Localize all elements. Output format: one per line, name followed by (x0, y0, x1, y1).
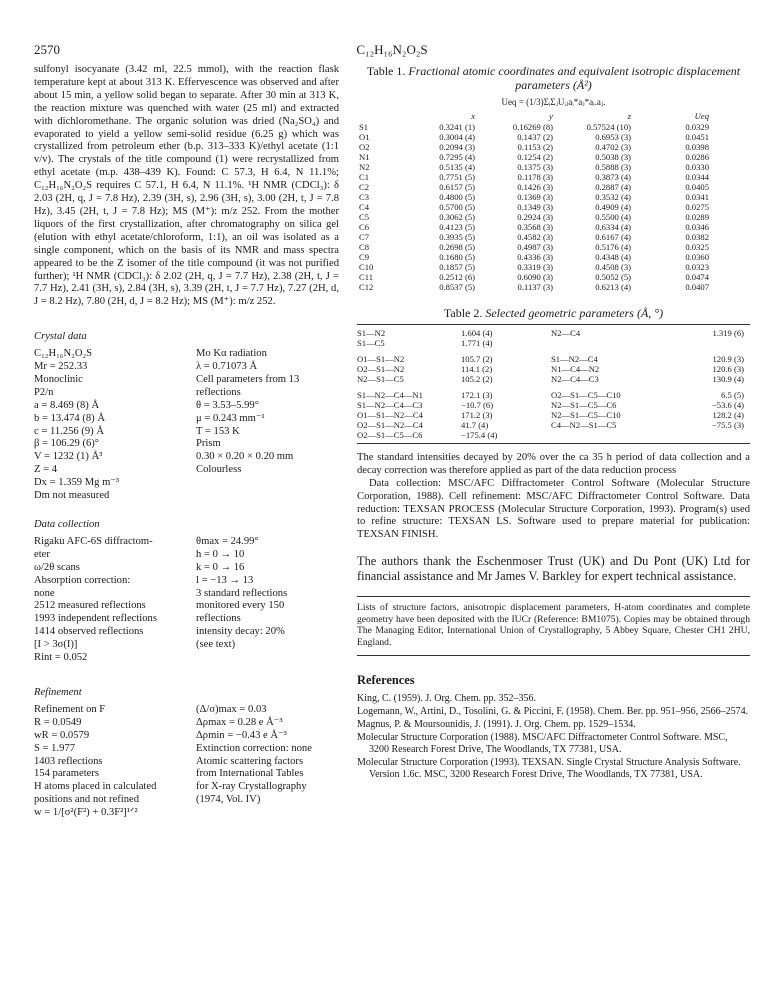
refinement-table (34, 704, 339, 820)
param-left: Mr = 252.33 (34, 361, 88, 373)
table-row (359, 282, 715, 292)
bond-label: N2—S1—C5—C6 (551, 399, 617, 410)
param-left: R = 0.0549 (34, 716, 82, 728)
bond-value: 1.319 (6) (712, 327, 744, 338)
coord-value: 0.1369 (3) (517, 191, 553, 202)
right-column (357, 64, 750, 782)
param-left: C₁₂H₁₆N₂O₂S (34, 348, 93, 360)
atom-label: C7 (359, 231, 370, 242)
param-right: reflections (196, 613, 241, 625)
table-row (357, 430, 750, 440)
param-right: Colourless (196, 464, 242, 476)
atom-label: S1 (359, 121, 369, 132)
references-heading: References (357, 672, 415, 687)
bond-label: N2—C4—C3 (551, 373, 599, 384)
coord-value: 0.4800 (5) (439, 191, 475, 202)
coord-value: 0.1680 (5) (439, 251, 475, 262)
param-right: monitored every 150 (196, 600, 285, 612)
geometry-table (357, 328, 750, 440)
bond-label: S1—C5 (357, 337, 385, 348)
reference-item: Molecular Structure Corporation (1993). TEXSAN. Single Crystal Structure Analysis Software. Version 1.6c. MSC, 3200 Research Forest Drive, The Woodlands, TX 77381, USA. (357, 756, 741, 780)
param-right: Prism (196, 438, 221, 450)
coord-value: 0.16269 (8) (512, 121, 553, 132)
param-left: 2512 measured reflections (34, 600, 146, 612)
column-header: x (471, 110, 475, 121)
bond-value: 120.9 (3) (712, 353, 744, 364)
data-collection-table (34, 536, 339, 665)
atom-label: C4 (359, 201, 370, 212)
param-left: ω/2θ scans (34, 561, 80, 573)
atom-label: C1 (359, 171, 370, 182)
coord-value: 0.0398 (685, 141, 709, 152)
bond-value: 105.7 (2) (461, 353, 493, 364)
bond-label: S1—N2—C4—C3 (357, 399, 423, 410)
param-left: Z = 4 (34, 464, 58, 476)
reference-item: Logemann, W., Artini, D., Tosolini, G. & Piccini, F. (1958). Chem. Ber. pp. 951–956, 2566–2574. (357, 705, 749, 717)
left-column (34, 64, 339, 820)
coord-value: 0.5135 (4) (439, 161, 475, 172)
table-row (359, 132, 715, 142)
bond-label: N1—C4—N2 (551, 363, 600, 374)
table-row (357, 420, 750, 430)
crystal-data-heading: Crystal data (34, 331, 87, 343)
coord-value: 0.57524 (10) (586, 121, 631, 132)
param-left: Absorption correction: (34, 574, 131, 586)
coord-value: 0.4123 (5) (439, 221, 475, 232)
coord-value: 0.0344 (685, 171, 709, 182)
param-left: 154 parameters (34, 768, 100, 780)
reference-item: Molecular Structure Corporation (1988). MSC/AFC Diffractometer Control Software. MSC, 3200 Research Forest Drive, The Woodlands, TX 77381, USA. (357, 731, 728, 755)
reference-item: Magnus, P. & Moursounidis, J. (1991). J. Org. Chem. pp. 1529–1534. (357, 718, 636, 730)
bond-label: N2—S1—C5 (357, 373, 404, 384)
param-left: 1414 observed reflections (34, 626, 144, 638)
experimental-paragraph: sulfonyl isocyanate (3.42 ml, 22.5 mmol), with the reaction flask temperature kept at about 313 K. Effervescence was observed and after about 15 min, a yellow solid began to separate. After 30 min at 313 K, the reaction mixture was quenched with water (25 ml) and extracted with dichloromethane. The organic solution was dried (Na₂SO₄) and evaporated to yield a yellow semi-solid residue (6.25 g) which was crystallized from petroleum ether (b.p. 313–333 K)/ethyl acetate (1:1 v/v). The crystals of the title compound (1) were recrystallized from ethyl acetate (m.p. 438–439 K). Found: C 57.3, H 6.4, N 11.1%; C₁₂H₁₆N₂O₂S requires C 57.1, H 6.4, N 11.1%. ¹H NMR (CDCl₃): δ 2.03 (2H, q, J = 7.8 Hz), 2.39 (3H, s), 2.96 (3H, s), 3.00 (2H, t, J = 7.8 Hz), 3.45 (2H, t, J = 7.8 Hz); MS (M⁺): m/z 252. From the mother liquors of the first crystallization, after chromatography on silica gel (elution with ethyl acetate/chloroform, 1:1), an oil was isolated as a single component, which on the basis of its NMR and mass spectra appeared to be the Z isomer of the title compound (it was not purified further); ¹H NMR (CDCl₃): δ 2.02 (2H, q, J = 7.7 Hz), 2.38 (2H, t, J = 7.7 Hz), 2.41 (3H, s), 2.84 (3H, s), 3.39 (2H, t, J = 7.7 Hz), 7.27 (2H, d, J = 8.2 Hz), 7.80 (2H, d, J = 8.2 Hz); MS (M⁺): m/z 252. (34, 64, 339, 308)
table-row (359, 262, 715, 272)
coord-value: 0.0360 (685, 251, 709, 262)
bond-value: 130.9 (4) (712, 373, 744, 384)
table-row (357, 348, 750, 364)
param-right: l = −13 → 13 (196, 574, 254, 586)
coord-value: 0.1426 (3) (517, 181, 553, 192)
param-right: θmax = 24.99° (196, 535, 259, 547)
coord-value: 0.5888 (3) (595, 161, 631, 172)
coord-value: 0.3004 (4) (439, 131, 475, 142)
param-left: [I > 3σ(I)] (34, 639, 78, 651)
table-row (357, 328, 750, 338)
coord-value: 0.1857 (5) (439, 261, 475, 272)
param-right: T = 153 K (196, 425, 240, 437)
param-right: from International Tables (196, 768, 304, 780)
intensity-paragraph: The standard intensities decayed by 20% over the ca 35 h period of data collection and a decay correction was therefore applied as part of the data reduction process (357, 451, 750, 476)
coord-value: 0.1437 (2) (517, 131, 553, 142)
page-number: 2570 (34, 42, 60, 57)
coord-value: 0.0323 (685, 261, 709, 272)
bond-label: S1—N2 (357, 327, 386, 338)
table1-caption: Table 1. Fractional atomic coordinates and equivalent isotropic displacement parameters (Å²) (366, 64, 741, 92)
param-right: Cell parameters from 13 (196, 373, 300, 385)
coord-value: 0.2924 (3) (517, 211, 553, 222)
coord-value: 0.0405 (685, 181, 709, 192)
param-left: a = 8.469 (8) Å (34, 399, 100, 411)
param-left: Dx = 1.359 Mg m⁻³ (34, 477, 120, 489)
param-right: k = 0 → 16 (196, 561, 245, 573)
coord-value: 0.3935 (5) (439, 231, 475, 242)
param-right: Extinction correction: none (196, 742, 312, 754)
bond-value: 1.604 (4) (461, 327, 493, 338)
param-right: Δρmax = 0.28 e Å⁻³ (196, 716, 283, 728)
coord-value: 0.8537 (5) (439, 281, 475, 292)
table-row (357, 364, 750, 374)
data-collection-heading: Data collection (34, 519, 100, 530)
coord-value: 0.5038 (3) (595, 151, 631, 162)
column-header: Ueq (694, 110, 709, 121)
param-right: λ = 0.71073 Å (196, 361, 258, 373)
bond-value (661, 338, 750, 348)
bond-value: 41.7 (4) (461, 419, 489, 430)
param-right: for X-ray Crystallography (196, 781, 307, 793)
atom-label: N2 (359, 161, 370, 172)
coord-value: 0.0329 (685, 121, 709, 132)
coord-value: 0.4987 (3) (517, 241, 553, 252)
references-list (357, 693, 750, 781)
coord-value: 0.3532 (4) (595, 191, 631, 202)
coord-value: 0.5176 (4) (595, 241, 631, 252)
param-left: 1993 independent reflections (34, 613, 157, 625)
table-row (359, 192, 715, 202)
coord-value: 0.1178 (3) (517, 171, 553, 182)
bond-label (551, 338, 661, 348)
coord-value: 0.2698 (5) (439, 241, 475, 252)
param-left: wR = 0.0579 (34, 729, 90, 741)
acknowledgement: The authors thank the Eschenmoser Trust (UK) and Du Pont (UK) Ltd for financial assistance and Mr James V. Barkley for expert technical assistance. (357, 554, 750, 584)
param-left: Rint = 0.052 (34, 652, 88, 664)
param-left: V = 1232 (1) Å³ (34, 451, 103, 463)
coord-value: 0.0341 (685, 191, 709, 202)
table-row (357, 400, 750, 410)
coord-value: 0.4348 (4) (595, 251, 631, 262)
bond-value: 171.2 (3) (461, 409, 493, 420)
coord-value: 0.6167 (4) (595, 231, 631, 242)
bond-label: O2—S1—C5—C6 (357, 429, 423, 440)
bond-value: −175.4 (4) (461, 429, 498, 440)
coord-value: 0.0325 (685, 241, 709, 252)
bond-value: −75.5 (3) (711, 419, 744, 430)
atom-label: C12 (359, 281, 374, 292)
param-right: reflections (196, 386, 241, 398)
bond-value: −53.6 (4) (711, 399, 744, 410)
table-row (357, 384, 750, 400)
param-left: positions and not refined (34, 794, 140, 806)
param-right (196, 807, 339, 820)
bond-value: −10.7 (6) (461, 399, 494, 410)
bond-value: 172.1 (3) (461, 389, 493, 400)
param-left: none (34, 587, 55, 599)
coord-value: 0.6090 (3) (517, 271, 553, 282)
atom-label: C2 (359, 181, 370, 192)
coord-value: 0.2887 (4) (595, 181, 631, 192)
param-left: β = 106.29 (6)° (34, 438, 100, 450)
param-left: Rigaku AFC-6S diffractom- (34, 535, 153, 547)
param-left: c = 11.256 (9) Å (34, 425, 105, 437)
table-row (359, 212, 715, 222)
table-row (359, 142, 715, 152)
atom-label: C5 (359, 211, 370, 222)
coord-value: 0.0289 (685, 211, 709, 222)
param-right: 0.30 × 0.20 × 0.20 mm (196, 451, 294, 463)
param-left: Dm not measured (34, 490, 110, 502)
param-left: S = 1.977 (34, 742, 75, 754)
param-left: Refinement on F (34, 703, 106, 715)
atom-label: O1 (359, 131, 370, 142)
table-row (359, 222, 715, 232)
coord-value: 0.1153 (2) (517, 141, 553, 152)
coord-value: 0.7751 (5) (439, 171, 475, 182)
coord-value: 0.3319 (3) (517, 261, 553, 272)
coord-value: 0.0474 (685, 271, 709, 282)
bond-label: O2—S1—C5—C10 (551, 389, 621, 400)
param-right (196, 490, 339, 503)
coord-value: 0.0451 (685, 131, 709, 142)
param-right (196, 652, 339, 665)
atom-label: C11 (359, 271, 374, 282)
coord-value: 0.6953 (3) (595, 131, 631, 142)
coord-value: 0.4909 (4) (595, 201, 631, 212)
param-right: (1974, Vol. IV) (196, 794, 261, 806)
atom-label: C9 (359, 251, 370, 262)
coord-value: 0.2094 (3) (439, 141, 475, 152)
param-right: Mo Kα radiation (196, 348, 267, 360)
param-right: 3 standard reflections (196, 587, 288, 599)
param-left: 1403 reflections (34, 755, 103, 767)
table-row (357, 410, 750, 420)
coord-value: 0.0346 (685, 221, 709, 232)
table-row (359, 252, 715, 262)
bond-value: 114.1 (2) (461, 363, 493, 374)
param-right: intensity decay: 20% (196, 626, 285, 638)
bond-value: 120.6 (3) (712, 363, 744, 374)
coord-value: 0.6157 (5) (439, 181, 475, 192)
coord-value: 0.7295 (4) (439, 151, 475, 162)
bond-label: N2—S1—C5—C10 (551, 409, 621, 420)
coord-value: 0.0275 (685, 201, 709, 212)
coord-value: 0.0382 (685, 231, 709, 242)
table-row (357, 338, 750, 348)
atom-label: C8 (359, 241, 370, 252)
param-left: Monoclinic (34, 373, 83, 385)
bond-label: S1—N2—C4—N1 (357, 389, 423, 400)
programs-paragraph: Data collection: MSC/AFC Diffractometer Control Software (Molecular Structure Corporation, 1988). Cell refinement: MSC/AFC Diffractometer Control Software. Data reduction: TEXSAN PROCESS (Molecular Structure Corporation, 1993). Program(s) used to refine structure: TEXSAN LS. Software used to prepare material for publication: TEXSAN FINISH. (357, 477, 750, 541)
coord-value: 0.3568 (3) (517, 221, 553, 232)
param-right: (Δ/σ)max = 0.03 (196, 703, 267, 715)
bond-label: C4—N2—S1—C5 (551, 419, 617, 430)
coord-value: 0.4336 (3) (517, 251, 553, 262)
coord-value: 0.3062 (5) (439, 211, 475, 222)
param-right: Atomic scattering factors (196, 755, 304, 767)
coord-value: 0.1254 (2) (517, 151, 553, 162)
param-right: h = 0 → 10 (196, 548, 245, 560)
param-right: (see text) (196, 639, 236, 651)
column-header: z (627, 110, 631, 121)
reference-item: King, C. (1959). J. Org. Chem. pp. 352–356. (357, 692, 536, 704)
bond-label: N2—C4 (551, 327, 581, 338)
bond-value: 105.2 (2) (461, 373, 493, 384)
coord-value: 0.4508 (3) (595, 261, 631, 272)
bond-value: 128.2 (4) (712, 409, 744, 420)
bond-value (661, 430, 750, 440)
table-row (359, 272, 715, 282)
table-row (359, 122, 715, 132)
param-left: w = 1/[σ²(F²) + 0.3F²]¹ᐟ² (34, 807, 138, 819)
table-row (359, 232, 715, 242)
table-row (359, 202, 715, 212)
table-row (357, 374, 750, 384)
coord-value: 0.2512 (6) (439, 271, 475, 282)
atom-label: C6 (359, 221, 370, 232)
coord-value: 0.0407 (685, 281, 709, 292)
atom-label: C10 (359, 261, 374, 272)
param-right: μ = 0.243 mm⁻¹ (196, 412, 265, 424)
coord-value: 0.5700 (5) (439, 201, 475, 212)
refinement-heading: Refinement (34, 686, 82, 698)
param-left: eter (34, 548, 50, 560)
atom-label: O2 (359, 141, 370, 152)
table-row (359, 162, 715, 172)
crystal-data-table (34, 348, 339, 503)
coord-value: 0.4582 (3) (517, 231, 553, 242)
param-left: P2/n (34, 386, 54, 398)
coord-value: 0.1375 (3) (517, 161, 553, 172)
coord-value: 0.3873 (4) (595, 171, 631, 182)
table-row (359, 242, 715, 252)
coordinates-table (359, 111, 715, 292)
column-header: y (549, 110, 553, 121)
table-row (359, 182, 715, 192)
coord-value: 0.6334 (4) (595, 221, 631, 232)
bond-value: 1.771 (4) (461, 337, 493, 348)
ueq-formula: Ueq = (1/3)ΣᵢΣⱼUᵢⱼaᵢ*aⱼ*aᵢ.aⱼ. (501, 97, 606, 107)
param-left: b = 13.474 (8) Å (34, 412, 106, 424)
bond-label: O2—S1—N2 (357, 363, 405, 374)
coord-value: 0.1137 (3) (517, 281, 553, 292)
param-right: θ = 3.53–5.99° (196, 399, 259, 411)
bond-value: 6.5 (5) (721, 389, 744, 400)
param-right (196, 477, 339, 490)
table-row (359, 172, 715, 182)
deposition-note: Lists of structure factors, anisotropic displacement parameters, H-atom coordinates and complete geometry have been deposited with the IUCr (Reference: BM1075). Copies may be obtained through The Managing Editor, International Union of Crystallography, 5 Abbey Square, Chester CH1 2HU, England. (357, 602, 750, 649)
atom-label: C3 (359, 191, 370, 202)
param-left: H atoms placed in calculated (34, 781, 157, 793)
table2-caption: Table 2. Selected geometric parameters (Å, °) (443, 305, 664, 320)
bond-label: S1—N2—C4 (551, 353, 598, 364)
coord-value: 0.0330 (685, 161, 709, 172)
coord-value: 0.0286 (685, 151, 709, 162)
table-row (359, 152, 715, 162)
coord-value: 0.5500 (4) (595, 211, 631, 222)
atom-label: N1 (359, 151, 370, 162)
bond-label (551, 430, 661, 440)
bond-label: O1—S1—N2 (357, 353, 405, 364)
coord-value: 0.3241 (1) (439, 121, 475, 132)
bond-label: O2—S1—N2—C4 (357, 419, 423, 430)
coord-value: 0.6213 (4) (595, 281, 631, 292)
coord-value: 0.4702 (3) (595, 141, 631, 152)
param-right: Δρmin = −0.43 e Å⁻³ (196, 729, 287, 741)
running-title: C₁₂H₁₆N₂O₂S (356, 42, 428, 57)
coord-value: 0.1349 (3) (517, 201, 553, 212)
coord-value: 0.5052 (5) (595, 271, 631, 282)
bond-label: O1—S1—N2—C4 (357, 409, 423, 420)
